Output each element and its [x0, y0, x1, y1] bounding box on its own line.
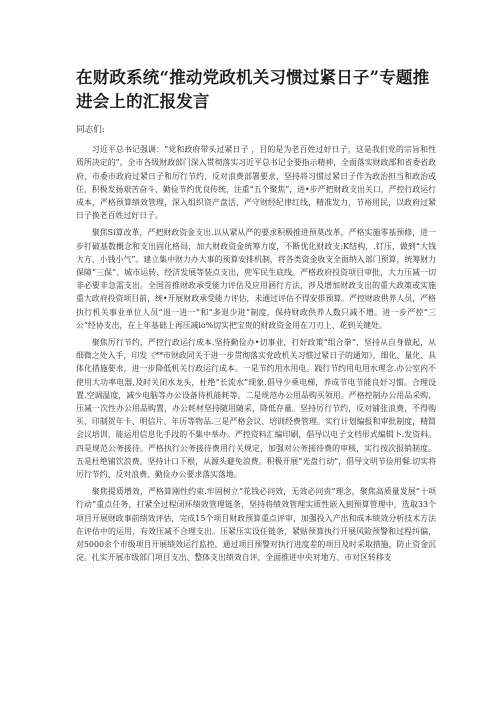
document-body — [76, 124, 436, 569]
paragraph-4: 聚焦提质增效，严格算刚性约束.牢固树立“花钱必问效，无效必问责”理念，聚焦高质量发展“十项行动”重点任务，打紧全过程闭环绩效管理链条，坚持将绩效管理实质性嵌入到预算管理中，选取33个项目开展财政事前绩效评估，完成15个项目财政预算重点评审，加强投入产出和成本绩效分析技术方法在评估中的运用，有效压减不合理支出。压紧压实设任链条，紧贴预算执行开展风险预警和过程纠偏，对5000余个市级项目开展绩效运行监控，通过项目预警对执行进度差的项目及时采取措施，防止资金沉淀。扎实开展市级部门项目支出、整体支出绩效自评，全面推进中央对地方、市对区转移支 — [76, 487, 436, 563]
paragraph-1: 习近平总书记强调：“党和政府带头过紧日子 ，目的是为老百姓过好日子，这是我们党的宗旨和性质所决定的”。全市各级财政部门深入贯彻落实习近平总书记全要指示精神，全面落实财政部和省委省政府、市委市政府过紧日子和厉行节约、反对浪费部署要求，坚持将习惯过紧日子作为政治担当和政治或任，积极发扬艰苦奋斗、勤俭节约优良传统，注重“五个聚焦”，进•步严把财政支出关口，严控行政运行成本，严格预算绩效管理，深入组织资产盘活，严守财经纪律红线，精准发力，节裕用民，以政府过紧日子换老百姓过好日子。 — [76, 145, 436, 221]
paragraph-3: 聚焦厉行节约，严控行政运行成本.坚持勤俭办•切事业，打好政策“组合拳”，坚持从自身做起，从细微之处入手，印发《**市财政同关于进一步贯彻落实党政机关习惯过紧日子的通知》，细化、量化、具体化措施要求，进一步降低机关行政运行成本。一是节约用水用电。践行节约用电用水理念.办公室内不使用大功率电器,及时关闭水龙头，杜绝“长流水”现象.倡导少乘电梯，养成节电节能良好习惯。合理设置.空调温度，减少电脑等办公设备待机能耗等。二是规范办公用品购买领用。严格控制办公用品采购，压减一次性办公用品购置，办公耗材坚持随用随采，降低存量。坚持厉行节约，反对铺张浪费，不得购买、印制贺年卡、明信片、年历等物品.三是严格会议、培训经费管理。实行计划编报和审批制度，精简会议培训，能运用信息化手段的不集中举办。严控资料汇编印刷，倡导以电子文档形式编辑卜.发资料。四是规范公务接待。严格执行公务接待费用行关规定，加强对公务接待费的审核，实行按次报销制度。五是杜绝铺饮浪费。坚持计口下根，从源头避免浪费。积极开展“光盘行动”，倡导文明节俭用餐.切实将厉行节约、反对浪费、勤俭办公要求落实落地。 — [76, 338, 436, 480]
salutation: 同志们: — [76, 125, 105, 135]
paragraph-2: 聚焦Si算改革，严把财政资金支出.以从紧从严的要求积极推进预莫改革，严格实施零基预修，进一步打破基数概念和支出固化格局，加大财政资金统筹力度，不断优化财政支:K结构，.钉压，做到“大钱大方、小钱小气”。建立集中财力办大事的预算安排机制，将各类资金收支全面纳入部门预算，统筹财力保障“三保”、城市运转、经济发展等装点支出，兜军民生底线。严格政府投资项目审批，大力压减一切非必要非急需支出。全国首推财政承受能力评估及应用涵行方法，涉及增加财政支出的重大政策或实施重大政府投资项目前，统•开展财政承受能力评估，未通过评估不得安排预算。严控财政供养人员，严格执行机关事业单位人员“退一进一”和“多退少进”制度，保持财政供养人数只减不增。进一步严控“三公”经协支出，在上年基础上再压减io%切实把宝贵的财政资金用在刀刃上、花到关键处。 — [76, 228, 436, 330]
document-title: 在财政系统“推动党政机关习惯过紧日子”专题推进会上的汇报发言 — [76, 68, 430, 111]
